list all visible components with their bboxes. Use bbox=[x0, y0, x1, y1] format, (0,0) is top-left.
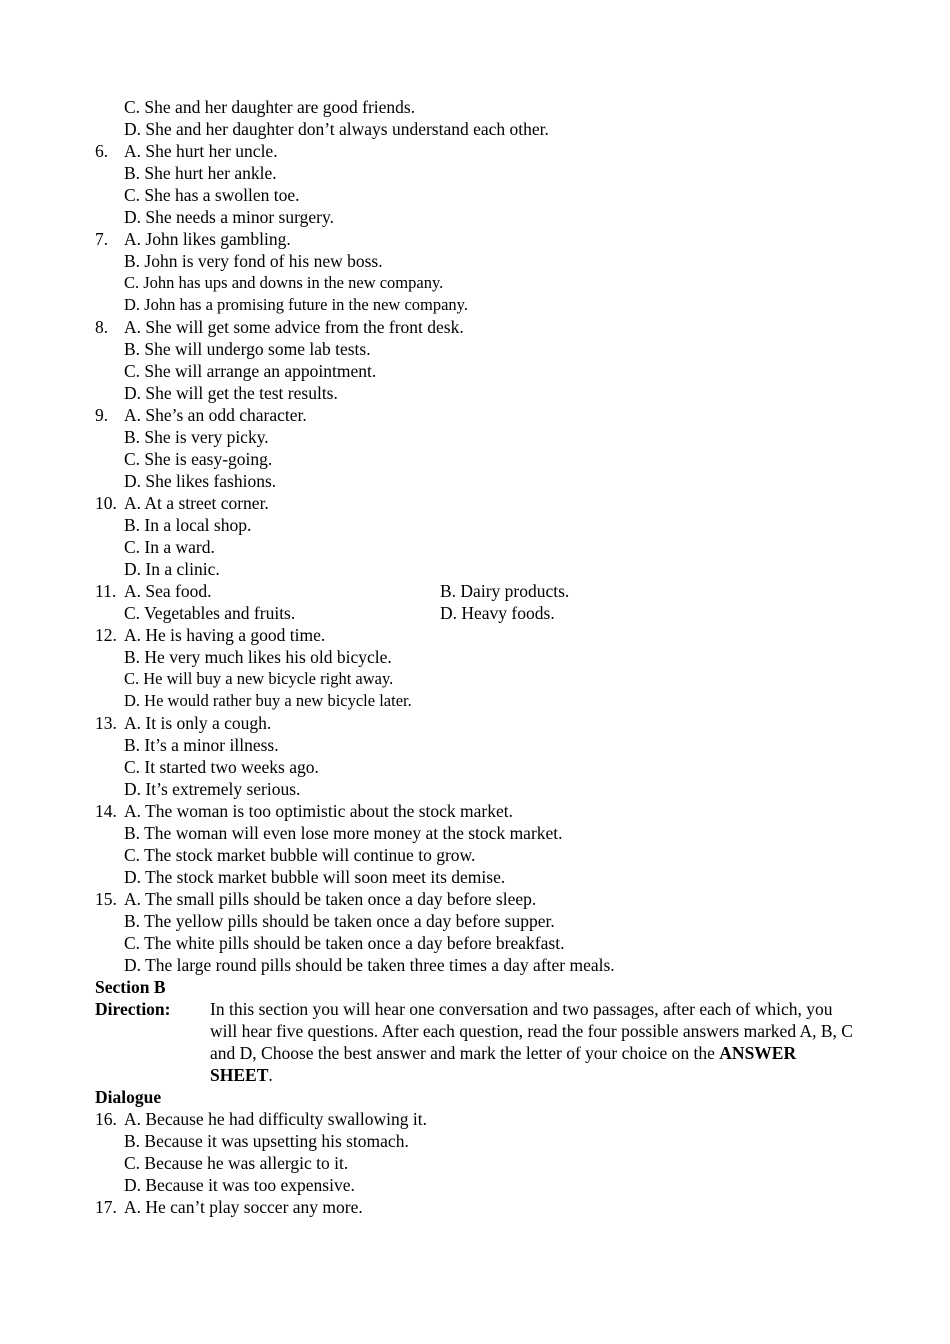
answer-option: C. It started two weeks ago. bbox=[124, 757, 319, 777]
question-option-line bbox=[0, 184, 950, 206]
question-option-line bbox=[0, 206, 950, 228]
answer-option: D. Because it was too expensive. bbox=[124, 1175, 355, 1195]
question-option-line bbox=[0, 382, 950, 404]
question-option-line bbox=[0, 228, 950, 250]
question-option-line bbox=[0, 866, 950, 888]
question-option-line bbox=[0, 1130, 950, 1152]
answer-option: D. The stock market bubble will soon meet its demise. bbox=[124, 867, 506, 887]
answer-option: C. Because he was allergic to it. bbox=[124, 1153, 349, 1173]
answer-option: B. John is very fond of his new boss. bbox=[124, 251, 383, 271]
question-option-line bbox=[0, 624, 950, 646]
answer-option: A. The small pills should be taken once a day before sleep. bbox=[124, 889, 537, 909]
direction-end: . bbox=[268, 1065, 273, 1085]
answer-option: D. He would rather buy a new bicycle later. bbox=[124, 691, 412, 710]
answer-option: A. The woman is too optimistic about the stock market. bbox=[124, 801, 513, 821]
answer-option: A. She’s an odd character. bbox=[124, 405, 307, 425]
question-option-line bbox=[0, 360, 950, 382]
answer-option: D. The large round pills should be taken three times a day after meals. bbox=[124, 955, 615, 975]
question-option-line bbox=[0, 470, 950, 492]
question-number: 12. bbox=[95, 625, 117, 645]
dialogue-heading: Dialogue bbox=[95, 1087, 162, 1107]
question-option-line bbox=[0, 96, 950, 118]
question-option-line bbox=[0, 514, 950, 536]
answer-option: C. She will arrange an appointment. bbox=[124, 361, 377, 381]
answer-option: C. He will buy a new bicycle right away. bbox=[124, 669, 394, 688]
answer-option: D. In a clinic. bbox=[124, 559, 220, 579]
question-option-line bbox=[0, 162, 950, 184]
answer-option: C. The white pills should be taken once a day before breakfast. bbox=[124, 933, 565, 953]
answer-option: A. It is only a cough. bbox=[124, 713, 272, 733]
question-option-line bbox=[0, 690, 950, 712]
question-option-line bbox=[0, 426, 950, 448]
answer-option: B. In a local shop. bbox=[124, 515, 252, 535]
question-option-line bbox=[0, 932, 950, 954]
question-number: 9. bbox=[95, 405, 109, 425]
question-option-line bbox=[0, 250, 950, 272]
question-option-line bbox=[0, 822, 950, 844]
question-option-line bbox=[0, 1152, 950, 1174]
answer-option: A. She will get some advice from the front desk. bbox=[124, 317, 464, 337]
question-option-line bbox=[0, 558, 950, 580]
question-option-line bbox=[0, 404, 950, 426]
question-number: 6. bbox=[95, 141, 109, 161]
answer-option: A. Because he had difficulty swallowing it. bbox=[124, 1109, 427, 1129]
answer-option: A. He is having a good time. bbox=[124, 625, 326, 645]
direction-text bbox=[210, 998, 860, 1086]
answer-option: D. She will get the test results. bbox=[124, 383, 338, 403]
question-option-line bbox=[0, 910, 950, 932]
answer-sheet-emphasis: ANSWER SHEET bbox=[210, 1043, 797, 1085]
question-number: 8. bbox=[95, 317, 109, 337]
answer-option: A. She hurt her uncle. bbox=[124, 141, 278, 161]
question-option-line bbox=[0, 492, 950, 514]
question-number: 7. bbox=[95, 229, 109, 249]
question-option-line bbox=[0, 1174, 950, 1196]
answer-option: B. She hurt her ankle. bbox=[124, 163, 277, 183]
direction-label: Direction: bbox=[95, 999, 171, 1019]
question-option-line bbox=[0, 954, 950, 976]
question-option-line bbox=[0, 580, 950, 602]
answer-option: D. She and her daughter don’t always understand each other. bbox=[124, 119, 549, 139]
question-number: 15. bbox=[95, 889, 117, 909]
question-option-line bbox=[0, 118, 950, 140]
answer-option: A. Sea food. bbox=[124, 581, 212, 601]
answer-option: D. It’s extremely serious. bbox=[124, 779, 301, 799]
answer-option: C. She has a swollen toe. bbox=[124, 185, 300, 205]
answer-option: C. Vegetables and fruits. bbox=[124, 603, 296, 623]
question-number: 14. bbox=[95, 801, 117, 821]
answer-option: C. In a ward. bbox=[124, 537, 215, 557]
answer-option: B. Because it was upsetting his stomach. bbox=[124, 1131, 409, 1151]
question-option-line bbox=[0, 602, 950, 624]
question-option-line bbox=[0, 1108, 950, 1130]
answer-option: D. Heavy foods. bbox=[440, 603, 555, 623]
answer-option: C. She and her daughter are good friends. bbox=[124, 97, 416, 117]
section-heading: Section B bbox=[95, 977, 166, 997]
answer-option: B. Dairy products. bbox=[440, 581, 570, 601]
question-option-line bbox=[0, 844, 950, 866]
answer-option: B. He very much likes his old bicycle. bbox=[124, 647, 392, 667]
question-option-line bbox=[0, 140, 950, 162]
question-option-line bbox=[0, 646, 950, 668]
answer-option: D. She needs a minor surgery. bbox=[124, 207, 334, 227]
answer-option: D. She likes fashions. bbox=[124, 471, 277, 491]
question-number: 16. bbox=[95, 1109, 117, 1129]
question-option-line bbox=[0, 294, 950, 316]
question-number: 11. bbox=[95, 581, 117, 601]
answer-option: B. She is very picky. bbox=[124, 427, 269, 447]
answer-option: B. It’s a minor illness. bbox=[124, 735, 279, 755]
question-option-line bbox=[0, 778, 950, 800]
question-option-line bbox=[0, 272, 950, 294]
answer-option: B. She will undergo some lab tests. bbox=[124, 339, 371, 359]
question-option-line bbox=[0, 756, 950, 778]
answer-option: A. John likes gambling. bbox=[124, 229, 291, 249]
question-number: 10. bbox=[95, 493, 117, 513]
question-option-line bbox=[0, 888, 950, 910]
question-option-line bbox=[0, 448, 950, 470]
question-option-line bbox=[0, 800, 950, 822]
answer-option: A. He can’t play soccer any more. bbox=[124, 1197, 363, 1217]
question-option-line bbox=[0, 1196, 950, 1218]
question-option-line bbox=[0, 734, 950, 756]
direction-body: In this section you will hear one conversation and two passages, after each of which, you will hear five questions. After each question, read the four possible answers marked A, B, C and D, Choose the best answer and mark the letter of your choice on the bbox=[210, 999, 853, 1063]
question-number: 17. bbox=[95, 1197, 117, 1217]
answer-option: B. The yellow pills should be taken once a day before supper. bbox=[124, 911, 555, 931]
question-number: 13. bbox=[95, 713, 117, 733]
answer-option: D. John has a promising future in the new company. bbox=[124, 295, 468, 314]
question-option-line bbox=[0, 316, 950, 338]
answer-option: B. The woman will even lose more money at the stock market. bbox=[124, 823, 563, 843]
question-option-line bbox=[0, 712, 950, 734]
answer-option: A. At a street corner. bbox=[124, 493, 269, 513]
answer-option: C. John has ups and downs in the new company. bbox=[124, 273, 444, 292]
question-option-line bbox=[0, 536, 950, 558]
answer-option: C. She is easy-going. bbox=[124, 449, 273, 469]
question-option-line bbox=[0, 668, 950, 690]
answer-option: C. The stock market bubble will continue to grow. bbox=[124, 845, 476, 865]
question-option-line bbox=[0, 338, 950, 360]
